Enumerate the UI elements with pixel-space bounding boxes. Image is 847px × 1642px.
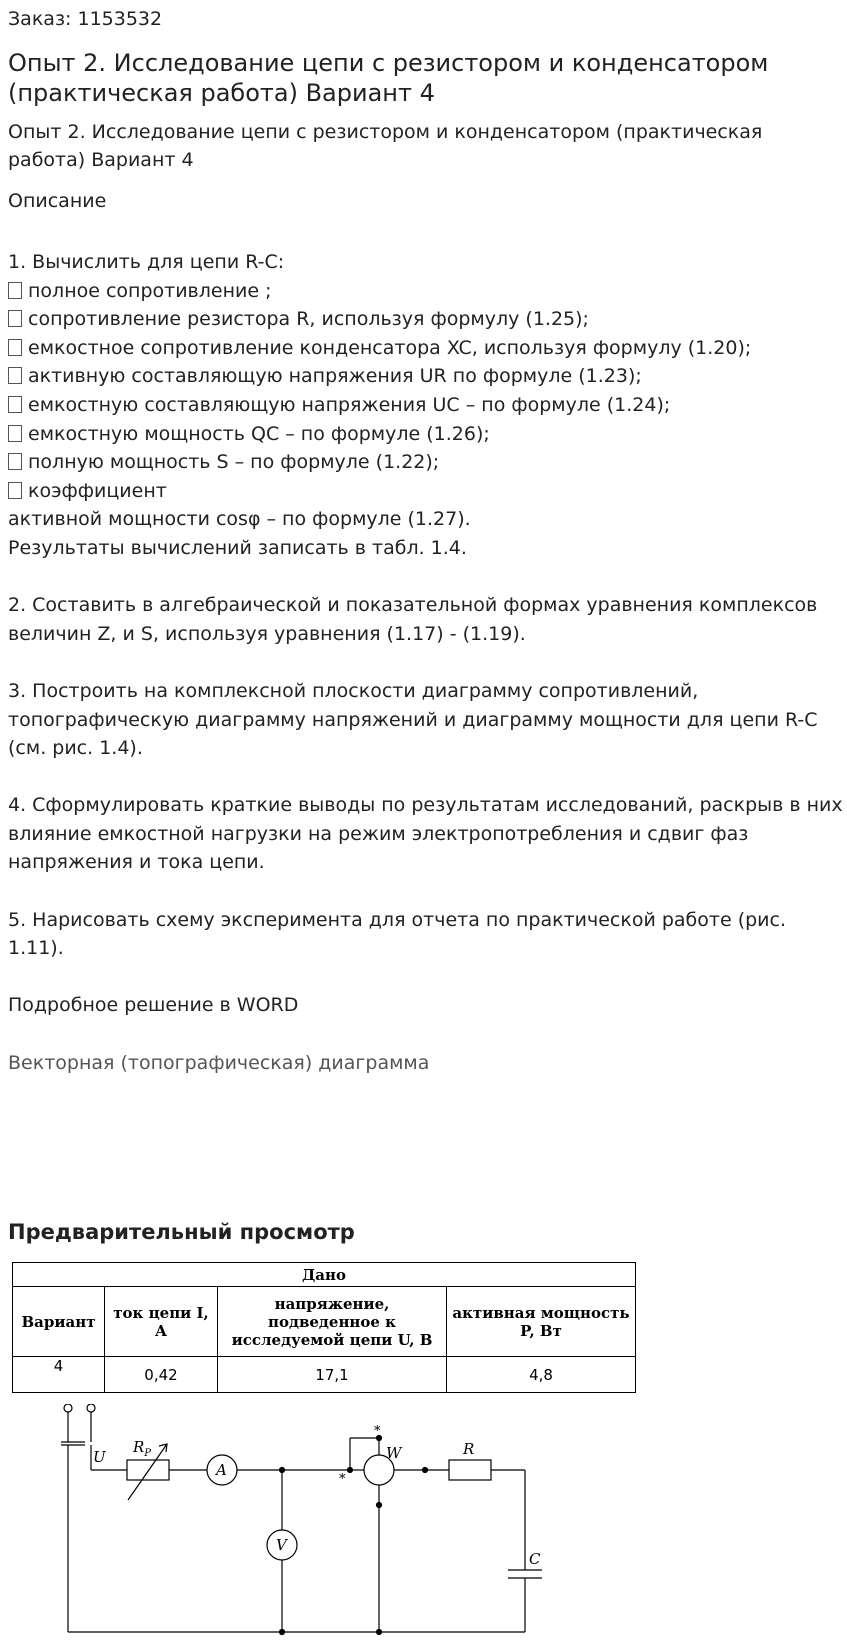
rheostat-label: $R_P$ xyxy=(133,1438,152,1459)
bullet-item: емкостную составляющую напряжения UC – по формуле (1.24); xyxy=(8,391,843,420)
capacitor-label: C xyxy=(529,1550,541,1568)
wattmeter-star-left: * xyxy=(339,1472,346,1487)
page-subtitle: Опыт 2. Исследование цепи с резистором и конденсатором (практическая работа) Вариант 4 xyxy=(8,121,763,171)
bullet-icon xyxy=(8,367,22,384)
cell-variant: 4 xyxy=(13,1357,105,1393)
wattmeter-star-top: * xyxy=(374,1424,381,1439)
header-current: ток цепи I, А xyxy=(105,1287,218,1357)
circuit-schematic xyxy=(55,1404,575,1638)
task-1-continuation: активной мощности cosφ – по формуле (1.27). xyxy=(8,508,471,531)
task-4: 4. Сформулировать краткие выводы по результатам исследований, раскрыв в них влияние емкостной нагрузки на режим электропотребления и сдвиг фаз напряжения и тока цепи. xyxy=(8,794,843,874)
given-data-table xyxy=(12,1262,636,1393)
bullet-icon xyxy=(8,425,22,442)
order-number: Заказ: 1153532 xyxy=(8,8,163,30)
cell-power: 4,8 xyxy=(447,1357,636,1393)
cell-current: 0,42 xyxy=(105,1357,218,1393)
bullet-icon xyxy=(8,482,22,499)
word-note: Подробное решение в WORD xyxy=(8,994,299,1017)
header-voltage: напряжение, подведенное к исследуемой цепи U, В xyxy=(218,1287,447,1357)
cell-voltage: 17,1 xyxy=(218,1357,447,1393)
header-power: активная мощность P, Вт xyxy=(447,1287,636,1357)
wattmeter-label: W xyxy=(386,1444,402,1462)
task-1-heading: 1. Вычислить для цепи R-C: xyxy=(8,251,285,273)
preview-heading: Предварительный просмотр xyxy=(8,1220,355,1244)
bullet-item: сопротивление резистора R, используя формулу (1.25); xyxy=(8,305,843,334)
resistor-label: R xyxy=(463,1440,475,1458)
vector-diagram-link[interactable]: Векторная (топографическая) диаграмма xyxy=(8,1052,430,1074)
bullet-item: коэффициент xyxy=(8,477,843,506)
task-1-results: Результаты вычислений записать в табл. 1.4. xyxy=(8,536,467,559)
table-caption: Дано xyxy=(13,1263,636,1287)
resistor xyxy=(449,1460,491,1480)
bullet-item: емкостное сопротивление конденсатора XC, используя формулу (1.20); xyxy=(8,334,843,363)
bullet-item: активную составляющую напряжения UR по формуле (1.23); xyxy=(8,362,843,391)
ammeter-label: A xyxy=(216,1461,227,1479)
task-3: 3. Построить на комплексной плоскости диаграмму сопротивлений, топографическую диаграмму напряжений и диаграмму мощности для цепи R-C (см. рис. 1.4). xyxy=(8,679,818,760)
page-title: Опыт 2. Исследование цепи с резистором и конденсатором (практическая работа) Вариант 4 xyxy=(8,49,769,107)
bullet-icon xyxy=(8,453,22,470)
bullet-icon xyxy=(8,310,22,327)
source-label: U xyxy=(93,1448,106,1466)
description-heading: Описание xyxy=(8,190,107,212)
task-2: 2. Составить в алгебраической и показательной формах уравнения комплексов величин Z, и S, используя уравнения (1.17) - (1.19). xyxy=(8,594,818,645)
terminal-1 xyxy=(64,1404,72,1412)
bullet-icon xyxy=(8,339,22,356)
rheostat xyxy=(127,1460,169,1480)
header-variant: Вариант xyxy=(13,1287,105,1357)
task-5: 5. Нарисовать схему эксперимента для отчета по практической работе (рис. 1.11). xyxy=(8,908,786,960)
voltmeter-label: V xyxy=(276,1536,287,1554)
bullet-icon xyxy=(8,282,22,299)
bullet-icon xyxy=(8,396,22,413)
terminal-2 xyxy=(87,1404,95,1412)
description-body xyxy=(8,248,843,1020)
bullet-item: емкостную мощность QC – по формуле (1.26); xyxy=(8,420,843,449)
bullet-item: полное сопротивление ; xyxy=(8,277,843,306)
bullet-item: полную мощность S – по формуле (1.22); xyxy=(8,448,843,477)
